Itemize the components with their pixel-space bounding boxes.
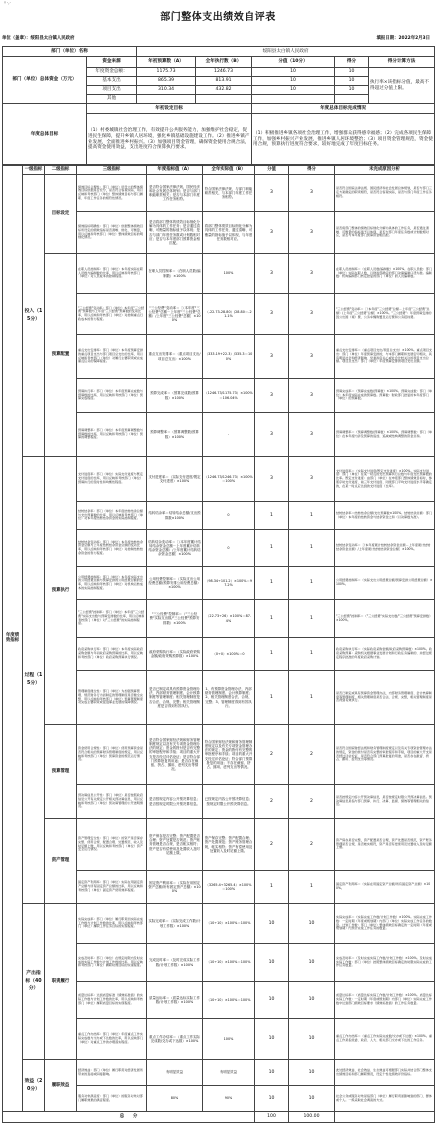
level3-indicator: 预算执行率：部门（单位）本年度预算完成数与预算数的比率，用以反映和考核部门（单位）预算完成程度。 [77, 379, 147, 413]
actual-value: （10÷10）×100%＝100% [203, 904, 255, 944]
got-value: 10 [289, 1086, 335, 1112]
annual-target: 预算调整率＝（预算调整数/预算数）×100% [147, 413, 203, 457]
level1-indicator: 投入（15分） [23, 175, 45, 457]
score-value: 3 [255, 175, 289, 212]
funds-header: 得分计算方法 [369, 57, 435, 68]
got-value: 3 [289, 379, 335, 413]
got-value: 10 [289, 1060, 335, 1086]
annual-target: 是否符合国家法律法规、国民经济和社会发展总体规划；是否与部门职能职责相关；是否与本部门年度工作任务相符。 [147, 175, 203, 212]
level3-indicator: 预算调整率：部门（单位）本年度预算调整数与预算数的比率，用以反映和考核部门（单位）预算的调整程度。 [77, 413, 147, 457]
perf-header: 二级指标 [45, 165, 77, 175]
fund-score: 10 [252, 77, 335, 86]
level2-indicator: 预算配置 [45, 254, 77, 457]
fund-name: 其他 [87, 95, 137, 104]
table-row [3, 904, 435, 944]
got-value: 3 [289, 294, 335, 335]
reason-analysis: 社会公众或服务对象是指部门（单位）履行职责而影响到的部门、群体或个人。一般采取社会调查的方式。 [335, 1086, 435, 1112]
got-value: 10 [289, 1019, 335, 1060]
annual-target: 实际完成率＝（实际完成工作数/计划工作数）×100% [147, 904, 203, 944]
fund-got: 10 [335, 86, 369, 95]
level1-indicator: 效益（20分） [23, 1060, 45, 1112]
level3-indicator: "三公经费"变动率：部门（单位）本年度"三公经费"预算数与上年度"三公经费"预算数的变动比率，用以反映和考核部门（单位）对控制重点行政成本的努力程度。 [77, 294, 147, 335]
actual-value: （98.34÷101.2）×100%＝97.2% [203, 567, 255, 600]
got-value: 2 [289, 725, 335, 785]
reason-analysis: 是否按规定内容公开预决算信息，是否按规定时限公开预决算信息。预决算信息是指与部门预算、执行、决算、监督、绩效等管理相关的信息。 [335, 785, 435, 819]
score-value: 1 [255, 871, 289, 904]
fund-executed: 432.82 [196, 86, 252, 95]
dept-label: 部门（单位）名称 [3, 47, 137, 57]
funds-header: 年初预算数（A） [137, 57, 196, 68]
level2-indicator: 职责履行 [45, 904, 77, 1060]
got-value: 3 [289, 254, 335, 294]
corner-mark: 〃·,· [3, 0, 11, 5]
got-value: 3 [289, 457, 335, 502]
actual-value: 将部门整体绩效目标细化分解为具体的工作任务，通过清晰、可衡量的指标值予以体现，与年度任务数相对应。 [203, 212, 255, 254]
got-value: 3 [289, 413, 335, 457]
got-value: 10 [289, 982, 335, 1019]
level3-indicator: 结转结余率：部门（单位）本年度结转结余总额与支出预算数的比率，用以反映和考核部门（单位）对本年度结转结余资金的实际控制程度。 [77, 502, 147, 530]
reason-analysis: 质量达标率＝（质量达标实际工作数/计划工作数）×100%。质量达标实际工作数：一定时期（年度或规划期）内部门（单位）实际完成工作数中达到部门绩效目标要求（绩效标准值）的工作任务数量。 [335, 982, 435, 1019]
perf-label: 年度绩效指标 [3, 165, 23, 1112]
fund-executed: 813.91 [196, 77, 252, 86]
level1-indicator: 产出指标（40分） [23, 904, 45, 1060]
annual-target: 重点工作办结率＝（重点工作实际完成数/交办或下达数）×100% [147, 1019, 203, 1060]
score-value: 10 [255, 1086, 289, 1112]
actual-value: 0 [203, 530, 255, 567]
score-value: 10 [255, 982, 289, 1019]
total-score: 100 [255, 1112, 289, 1123]
got-value: 1 [289, 567, 335, 600]
actual-value: 1、有预算资金管理办法，内部财务管理制度、会计核算制度；2、相关管理制度合法、合规、完整；3、管理制度得到有效执行。 [203, 671, 255, 725]
table-row [3, 175, 435, 212]
score-value: 2 [255, 725, 289, 785]
annual-target: 有明显效益 [147, 1060, 203, 1086]
annual-target: 资产保存是否完整；资产配置是否合理；资产处置是否规范；资产账务管理是否合规，是否帐实相符；资产是否有偿使用及处置收入及时足额上缴。 [147, 819, 203, 871]
score-value: 3 [255, 413, 289, 457]
page-title: 部门整体支出绩效自评表 [160, 12, 276, 23]
total-blank [335, 1112, 435, 1123]
annual-target: 政府采购执行率＝（实际政府采购金额/政府采购预算数）×100% [147, 638, 203, 671]
fund-score [252, 95, 335, 104]
funds-header: 资金来源 [87, 57, 137, 68]
annual-target: 质量达标率＝（质量达标实际工作数/计划工作数）×100% [147, 982, 203, 1019]
level3-indicator: 结转结余变动率：部门（单位）本年度结转结余资金总额与上年度结转结余资金总额的变动比率，用以反映和考核部门（单位）对控制结转结余资金的努力程度。 [77, 530, 147, 567]
annual-target: 完成及时率＝（及时完成实际工作数/计划工作数）×100% [147, 944, 203, 982]
fund-budget: 310.34 [137, 86, 196, 95]
score-value: 10 [255, 1060, 289, 1086]
score-value: 1 [255, 530, 289, 567]
actual-value: （0÷0）×100%＝0 [203, 638, 255, 671]
reason-analysis: 预算完成率＝（预算完成数/预算数）×100%。预算完成数：部门（单位）本年度实际完成的预算数。预算数：财政部门批复的本年度部门（单位）的预算数。 [335, 379, 435, 413]
actual-value: 已按规定内容公开预决算信息；按规定时限公开预决算信息。 [203, 785, 255, 819]
fund-name: 项目支出 [87, 86, 137, 95]
reason-analysis: 是否已制定或具有预算资金管理办法，内部财务管理制度、会计核算制度等管理制度，相关管理制度是否合法、合规、完整，相关管理制度是否得到有效执行。 [335, 671, 435, 725]
fund-got: 10 [335, 68, 369, 77]
total-label: 总 分 [3, 1112, 255, 1123]
goals-label: 年度总体目标 [3, 104, 87, 166]
got-value: 3 [289, 212, 335, 254]
got-value: 1 [289, 600, 335, 638]
goals-done-header: 年度总体目标完成情况 [252, 104, 435, 114]
funds-table [2, 46, 435, 166]
fund-got: 10 [335, 77, 369, 86]
perf-header: 得分 [289, 165, 335, 175]
score-value: 3 [255, 254, 289, 294]
got-value: 1 [289, 871, 335, 904]
actual-value: （10÷10）×100%＝100% [203, 982, 255, 1019]
reason-analysis: "三公经费"控制率＝（"三公经费"实际支出数/"三公经费"预算安排数）×100%。 [335, 600, 435, 638]
fund-method: 执行率×该指标分值，最高不得超过分值上限。 [369, 68, 435, 104]
fund-budget: 865.39 [137, 77, 196, 86]
actual-value: 符合国家财经法规和财务管理制度规定以及有关专项资金管理办法的规定；资金的拨付有完整的审批程序和手续；项目的重大开支经过评估论证；符合部门预算批复的用途；不存在截留、挤占、挪用、虚列支出等情况。 [203, 725, 255, 785]
reason-analysis: 完成及时率＝（及时完成实际工作数/计划工作数）×100%。及时完成实际工作数：部门（单位）按照整体绩效目标确定的时限实际完成的工作任务数量。 [335, 944, 435, 982]
level3-indicator: 支付进度率：部门（单位）实际支付进度与既定支付进度的比率，用以反映和考核部门（单位）预算执行的及时性和均衡性程度。 [77, 457, 147, 502]
got-value: 1 [289, 530, 335, 567]
funds-header: 得分 [335, 57, 369, 68]
fund-score: 10 [252, 86, 335, 95]
actual-value: - [203, 413, 255, 457]
reason-analysis: 政府采购执行率＝（实际政府采购金额/政府采购预算数）×100%。政府采购预算：采购机关根据事业发展计划和行政任务编制的、并经过规定程序批准的年度政府采购计划。 [335, 638, 435, 671]
level3-indicator: 政府采购执行率：部门（单位）本年度实际政府采购金额与年初政府采购预算的比率，用以反映和考核部门（单位）政府采购预算执行情况。 [77, 638, 147, 671]
annual-target: 公用经费控制率＝（实际支出公用经费总额/预算安排公用经费总额）×100% [147, 567, 203, 600]
level3-indicator: 重点支出安排率：部门（单位）本年度预算安排的重点项目支出与部门项目总支出的比率，用以反映和考核部门（单位）对履行主要职责或完成重点任务的保障程度。 [77, 335, 147, 379]
annual-target: 预算完成率＝（预算完成数/预算数）×100% [147, 379, 203, 413]
score-value: 1 [255, 502, 289, 530]
level3-indicator: 公用经费控制率：部门（单位）本年度实际支出的公用经费总额与预算安排的公用经费总额的比率，用以反映和考核部门（单位）对机构运转成本的实际控制程度。 [77, 567, 147, 600]
level3-indicator: 质量达标率：达到质量标准（绩效标准值）的实际工作数与计划工作数的比率，用以反映和考核部门（单位）履职质量目标的实现程度。 [77, 982, 147, 1019]
unit-line: 单位（盖章）：绥阳县太白镇人民政府 [2, 36, 75, 41]
reason-analysis: 结转结余率＝结转结余总额/支出预算数×100%。结转结余总额：部门（单位）本年度的结转资金与结余资金之和（以决算数为准）。 [335, 502, 435, 530]
score-value: 10 [255, 1019, 289, 1060]
funds-header: 全年执行数（B） [196, 57, 252, 68]
score-value: 10 [255, 904, 289, 944]
annual-target: "三公经费"控制率＝（"三公经费"实际支出数/"三公经费"预算安排数）×100% [147, 600, 203, 638]
level3-indicator: 资金使用合规性：部门（单位）使用预算资金是否符合相关的预算财务管理制度的规定，用以反映和考核部门（单位）预算资金的规范运行情况。 [77, 725, 147, 785]
reason-analysis: 是否符合国家法律法规、国民经济和社会发展总体规划，是否与部门三定方案确定的职责相符，是否符合客观实际，是否与部门年度工作任务相符。 [335, 175, 435, 212]
score-value: 10 [255, 944, 289, 982]
perf-header: 三级指标 [77, 165, 147, 175]
fund-executed [196, 95, 252, 104]
table-row [3, 1060, 435, 1086]
level2-indicator: 履职效益 [45, 1060, 77, 1112]
reason-analysis: 实际完成率＝（实际完成工作数/计划工作数）×100%。实际完成工作数：一定时期（年度或规划期）内部门（单位）实际完成工作任务的数量。计划工作数：部门（单位）整体绩效目标确定的一定时期（年度或规划期）内预计完成工作任务的数量。 [335, 904, 435, 944]
funds-header: 分值（10分） [252, 57, 335, 68]
level2-indicator: 目标设定 [45, 175, 77, 254]
level3-indicator: 预决算信息公开性：部门（单位）是否按照政府信息公开有关规定公开相关预决算信息，用以反映和考核部门（单位）预决算管理的公开透明情况。 [77, 785, 147, 819]
actual-value: 资产保存完整；资产配置合理；资产处置规范；资产账务管理合规，帐实相符；资产有偿使用及处置收入及时足额上缴。 [203, 819, 255, 871]
level3-indicator: 实际完成率：部门（单位）履行职责而实际完成工作数与计划工作数的比率，用以反映和考核部门（单位）履职工作任务目标的实现程度。 [77, 904, 147, 944]
reason-analysis: 公用经费控制率＝（实际支出公用经费总额/预算安排公用经费总额）×100%。 [335, 567, 435, 600]
actual-value: 0 [203, 502, 255, 530]
got-value: 1 [289, 502, 335, 530]
reason-analysis: 结转结余变动率＝［（本年度累计结转结余资金总额－上年度累计结转结余资金总额）/上年度累计结转结余资金总额］×100%。 [335, 530, 435, 567]
score-value: 3 [255, 294, 289, 335]
level3-indicator: 绩效目标合理性：部门（单位）所设立的整体绩效目标依据是否充分，是否符合客观实际，用以反映和考核部门（单位）整体绩效目标与部门履职、年度工作任务的相符性情况。 [77, 175, 147, 212]
got-value: 1 [289, 671, 335, 725]
score-value: 1 [255, 638, 289, 671]
reason-analysis: 是否将部门整体的绩效目标细化分解为具体的工作任务，是否通过清晰、可衡量的指标值予以体现，是否与部门年度任务数或计划数相对应，是否与本年度部门预算资金相匹配。 [335, 212, 435, 254]
reason-analysis: 在职人员控制率＝（在职人员数/编制数）×100%。在职人员数：部门（单位）实际在职人数，以财政部确定的部门决算编制口径为准。编制数：机构编制部门核定批复的部门（单位）的人员编制数。 [335, 254, 435, 294]
score-value: 1 [255, 600, 289, 638]
level3-indicator: "三公经费"控制率：部门（单位）本年度"三公经费"实际支出数与预算安排数的比率，用以反映和考核部门（单位）对"三公经费"的实际控制程度。 [77, 600, 147, 638]
actual-value: （3265.4÷3265.4）×100%＝100% [203, 871, 255, 904]
got-value: 10 [289, 904, 335, 944]
score-value: 3 [255, 379, 289, 413]
annual-target: 固定资产利用率＝（实际在用固定资产总额/所有固定资产总额）×100% [147, 871, 203, 904]
table-row [3, 725, 435, 785]
funds-label: 部门（单位）总体资金（万元） [3, 57, 87, 104]
annual-target: 是否符合国家财经法规和财务管理制度规定以及有关专项资金管理办法的规定；资金的拨付是否有完整的审批程序和手续；项目的重大开支是否经过评估论证；是否符合部门预算批复的用途；是否存在截留、挤占、挪用、虚列支出等情况。 [147, 725, 203, 785]
annual-target: 结转结余率＝结转结余总额/支出预算数×100% [147, 502, 203, 530]
reason-analysis: 预算调整率＝（预算调整数/预算数）×100%。预算调整数：部门（单位）在本年度内涉及预算的追加、追减或结构调整的资金总和。 [335, 413, 435, 457]
level3-indicator: 经济效益：部门（单位）履行职责对经济发展所带来的直接或间接影响。 [77, 1060, 147, 1086]
dept-name: 绥阳县太白镇人民政府 [137, 47, 435, 57]
got-value: 3 [289, 175, 335, 212]
score-value: 2 [255, 819, 289, 871]
actual-value: （-22.73-28.80）/28.80＝-21.1% [203, 294, 255, 335]
total-got: 100.00 [289, 1112, 335, 1123]
annual-target: 支付进度率＝（实际支付进度/既定支付进度）×100% [147, 457, 203, 502]
level2-indicator: 资产管理 [45, 819, 77, 904]
table-row [3, 254, 435, 294]
reason-analysis: 是否符合国家财经法规和财务管理制度规定以及有关专项资金管理办法的规定，资金的拨付是否有完整的审批程序和手续，项目的重大开支是否经过评估论证，是否符合部门预算批复的用途，是否存在截留、挤占、挪用、虚列支出等情况。 [335, 725, 435, 785]
level3-indicator: 完成及时率：部门（单位）在规定时限内及时完成的实际工作数与计划工作数的比率，用以反映和考核部门（单位）履职时效目标的实现程度。 [77, 944, 147, 982]
reason-analysis: 资产保存是否完整，资产配置是否合理，资产处置是否规范，资产账务管理是否合规，是否帐实相符，资产是否有偿使用及处置收入及时足额上缴。 [335, 819, 435, 871]
got-value: 2 [289, 785, 335, 819]
annual-target: 在职人员控制率＝（在职人员数/编制数）×100% [147, 254, 203, 294]
score-value: 2 [255, 785, 289, 819]
perf-header: 一级指标 [23, 165, 45, 175]
perf-header: 年度指标值（A） [147, 165, 203, 175]
reason-analysis: 重点工作办结率＝（重点工作实际完成数/交办或下达数）×100%。重点工作是指党委、政府、人大、相关部门交办或下达的工作任务。 [335, 1019, 435, 1060]
goals-done-text: （1）积极推进乡镇各项社会治理工作，增强群众获得感幸福感；（2）完成各项民生保障工作，加强乡村振兴产业发展，推进乡镇人居环境整治；（3）项目资金管理规范，资金使用合规，预算执行进度符合要求，较好地完成了年度目标任务。 [252, 114, 435, 166]
actual-value: 有明显效益 [203, 1060, 255, 1086]
level2-indicator: 预算管理 [45, 725, 77, 819]
level3-indicator: 管理制度健全性：部门（单位）为加强预算管理、规范财务行为而制定的管理制度是否健全完整，用以反映和考核部门（单位）预算管理制度对完成主要职责或促进事业发展的保障情况。 [77, 671, 147, 725]
got-value: 1 [289, 638, 335, 671]
actual-value: （1246.73/1175.73）×100%＝106.04% [203, 379, 255, 413]
fund-score: 10 [252, 68, 335, 77]
annual-target: 是否已制定或具有预算资金管理办法，内部财务管理制度、会计核算制度等管理制度；相关管理制度是否合法、合规、完整；相关管理制度是否得到有效执行。 [147, 671, 203, 725]
reason-analysis: "三公经费"变动率＝［（本年度"三公经费"总额－上年度"三公经费"总额）/上年度"三公经费"总额］×100%。"三公经费"：年度预算安排的因公出国（境）费、公务车辆购置及运行费和公务招待费。 [335, 294, 435, 335]
reason-analysis: 支付进度率＝（实际支付进度/既定支付进度）×100%。实际支付进度：部门（单位）在某一时点的支出预算执行总数与年度支出预算数的比率。既定支付进度：由部门（单位）在申报部门整体绩效目标时，参照序时支付进度、前三年支付进度、同级部门平均支付进度水平等确定的，在某一时点应达到的支付进度（比率）。 [335, 457, 435, 502]
goals-plan-header: 年初设定目标 [87, 104, 252, 114]
reason-analysis: 固定资产利用率＝（实际在用固定资产总额/所有固定资产总额）×100%。 [335, 871, 435, 904]
table-row [3, 819, 435, 871]
level3-indicator: 服务对象满意度：部门（单位）的服务对象对部门履职效果的满意程度。 [77, 1086, 147, 1112]
perf-table [2, 164, 435, 1123]
annual-target: 是否将部门整体的绩效目标细化分解为具体的工作任务；是否通过清晰、可衡量的指标值予以体现；是否与部门年度任务数或计划数相对应；是否与本年度部门预算资金相匹配。 [147, 212, 203, 254]
actual-value: 100% [203, 1019, 255, 1060]
annual-target: 重点支出安排率＝（重点项目支出/项目总支出）×100% [147, 335, 203, 379]
got-value: 10 [289, 944, 335, 982]
score-value: 1 [255, 567, 289, 600]
perf-header: 未完成原因分析 [335, 165, 435, 175]
actual-value: （10÷10）×100%＝100% [203, 944, 255, 982]
level3-indicator: 重点工作办结率：部门（单位）年度重点工作实际完成数与交办或下达数的比率，用以反映部门（单位）对重点工作的办理落实程度。 [77, 1019, 147, 1060]
reason-analysis: 重点支出安排率＝（重点项目支出/项目总支出）×100%。重点项目支出：部门（单位）年度预算安排的，与本部门履职和发展密切相关、具有明显社会和经济影响、党委政府关心或社会比较关注的项目支出总额。项目总支出：部门（单位）年度预算安排的项目支出总额。 [335, 335, 435, 379]
fund-got [335, 95, 369, 104]
perf-header: 全年实际值（B） [203, 165, 255, 175]
fund-budget: 1175.73 [137, 68, 196, 77]
date-line: 填报日期：2022年2月3日 [376, 36, 430, 41]
table-row [3, 457, 435, 502]
score-value: 3 [255, 335, 289, 379]
reason-analysis: 此处经济效益、社会效益、生态效益可根据部门实际并结合部门整体支出绩效目标和部门履职情况，设定个性化绩效评价指标。 [335, 1060, 435, 1086]
level3-indicator: 资产管理安全性：部门（单位）的资产是否保存完整、使用合规、配置合理、处置规范、收入及时足额上缴，用以反映和考核部门（单位）资产安全运行情况。 [77, 819, 147, 871]
goals-plan-text: （1）村委城镇社会治理工作，有效提升公共服务能力，加强维护社会稳定，促进民生保障，提升乡镇人居环境，强化乡镇基础设施建设工作。（2）推进乡镇产业发展，全面推进乡村振兴。（3）加强项目资金管理，确保资金使用合规合法，提高资金使用效益，支出进度符合预算执行要求。 [87, 114, 252, 166]
fund-executed: 1246.73 [196, 68, 252, 77]
fund-budget [137, 95, 196, 104]
annual-target: 80% [147, 1086, 203, 1112]
annual-target: 是否按规定内容公开预决算信息；是否按规定时限公开预决算信息。 [147, 785, 203, 819]
actual-value: （22.73÷26）×100%＝87.4% [203, 600, 255, 638]
actual-value: （1246.73/1246.73）×100%＝100% [203, 457, 255, 502]
actual-value: 90% [203, 1086, 255, 1112]
actual-value: 符合国家法律法规，与部门职能职责相关，与本部门年度工作任务相符。 [203, 175, 255, 212]
fund-name: 基本支出 [87, 77, 137, 86]
score-value: 3 [255, 212, 289, 254]
score-value: 3 [255, 457, 289, 502]
got-value: 2 [289, 819, 335, 871]
got-value: 3 [289, 335, 335, 379]
score-value: 1 [255, 671, 289, 725]
annual-target: 结转结余变动率＝［（本年度累计结转结余资金总额－上年度累计结转结余资金总额）/上年度累计结转结余资金总额］×100% [147, 530, 203, 567]
actual-value: （333.19+22.3）/335.3＝100% [203, 335, 255, 379]
fund-name: 年度资金总额： [87, 68, 137, 77]
level3-indicator: 绩效指标明确性：部门（单位）依据整体绩效目标所设定的绩效指标是否清晰、细化、可衡量，用以反映和考核部门（单位）整体绩效目标的明细化情况。 [77, 212, 147, 254]
level3-indicator: 固定资产利用率：部门（单位）实际在用固定资产总额与所有固定资产总额的比率，用以反映和考核部门（单位）固定资产使用效率程度。 [77, 871, 147, 904]
annual-target: "三公经费"变动率＝［（本年度"三公经费"总额－上年度"三公经费"总额）/上年度"三公经费"总额］×100% [147, 294, 203, 335]
actual-value: 100% [203, 254, 255, 294]
perf-header: 分值 [255, 165, 289, 175]
level3-indicator: 在职人员控制率：部门（单位）本年度实际在职人员数与编制数的比率，用以反映和考核部门（单位）对人员成本的控制程度。 [77, 254, 147, 294]
level2-indicator: 预算执行 [45, 457, 77, 725]
level1-indicator: 过程（15分） [23, 457, 45, 904]
